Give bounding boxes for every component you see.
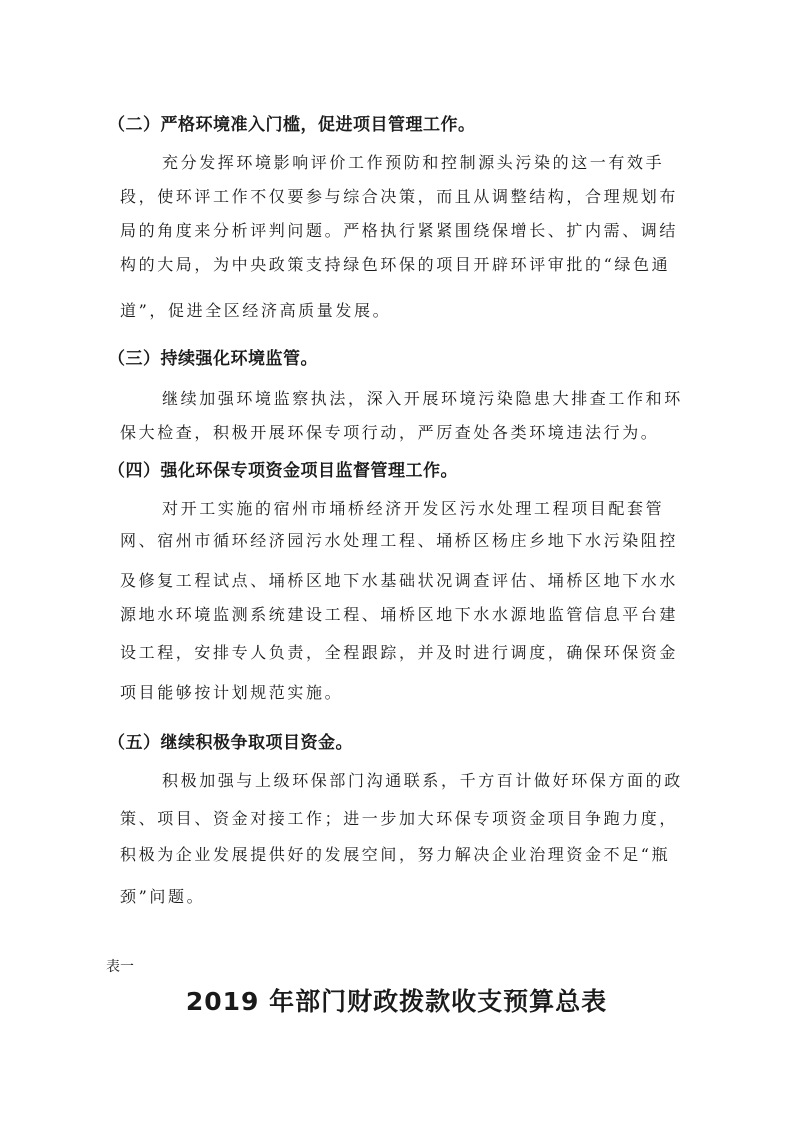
paragraph-line: 设工程，安排专人负责，全程跟踪，并及时进行调度，确保环保资金 [120,643,679,662]
paragraph-line: 对开工实施的宿州市埇桥经济开发区污水处理工程项目配套管 [162,499,665,518]
paragraph-line: 策、项目、资金对接工作；进一步加大环保专项资金项目争跑力度， [120,809,679,828]
paragraph-line: 及修复工程试点、埇桥区地下水基础状况调查评估、埇桥区地下水水 [120,571,679,590]
paragraph-line: 构的大局，为中央政策支持绿色环保的项目开辟环评审批的“绿色通 [120,255,671,274]
section-heading-4: （四）强化环保专项资金项目监督管理工作。 [108,461,458,481]
paragraph-line: 颈”问题。 [120,887,206,906]
section-heading-2: （二）严格环境准入门槛，促进项目管理工作。 [108,115,476,135]
section-heading-5: （五）继续积极争取项目资金。 [108,733,353,753]
section-heading-3: （三）持续强化环境监管。 [108,349,318,369]
paragraph-line: 局的角度来分析评判问题。严格执行紧紧围绕保增长、扩内需、调结 [120,221,679,240]
table-title: 2019 年部门财政拨款收支预算总表 [185,987,608,1016]
paragraph-line: 段，使环评工作不仅要参与综合决策，而且从调整结构，合理规划布 [120,187,679,206]
paragraph-line: 积极加强与上级环保部门沟通联系，千方百计做好环保方面的政 [162,771,683,790]
paragraph-line: 充分发挥环境影响评价工作预防和控制源头污染的这一有效手 [162,153,665,172]
table-label: 表一 [106,959,134,975]
paragraph-line: 保大检查，积极开展环保专项行动，严厉查处各类环境违法行为。 [120,423,660,442]
paragraph-line: 项目能够按计划规范实施。 [120,683,344,702]
paragraph-line: 道”，促进全区经济高质量发展。 [120,301,392,320]
paragraph-line: 积极为企业发展提供好的发展空间，努力解决企业治理资金不足“瓶 [120,845,671,864]
paragraph-line: 网、宿州市循环经济园污水处理工程、埇桥区杨庄乡地下水污染阻控 [120,531,679,550]
paragraph-line: 继续加强环境监察执法，深入开展环境污染隐患大排查工作和环 [162,389,683,408]
paragraph-line: 源地水环境监测系统建设工程、埇桥区地下水水源地监管信息平台建 [120,605,679,624]
